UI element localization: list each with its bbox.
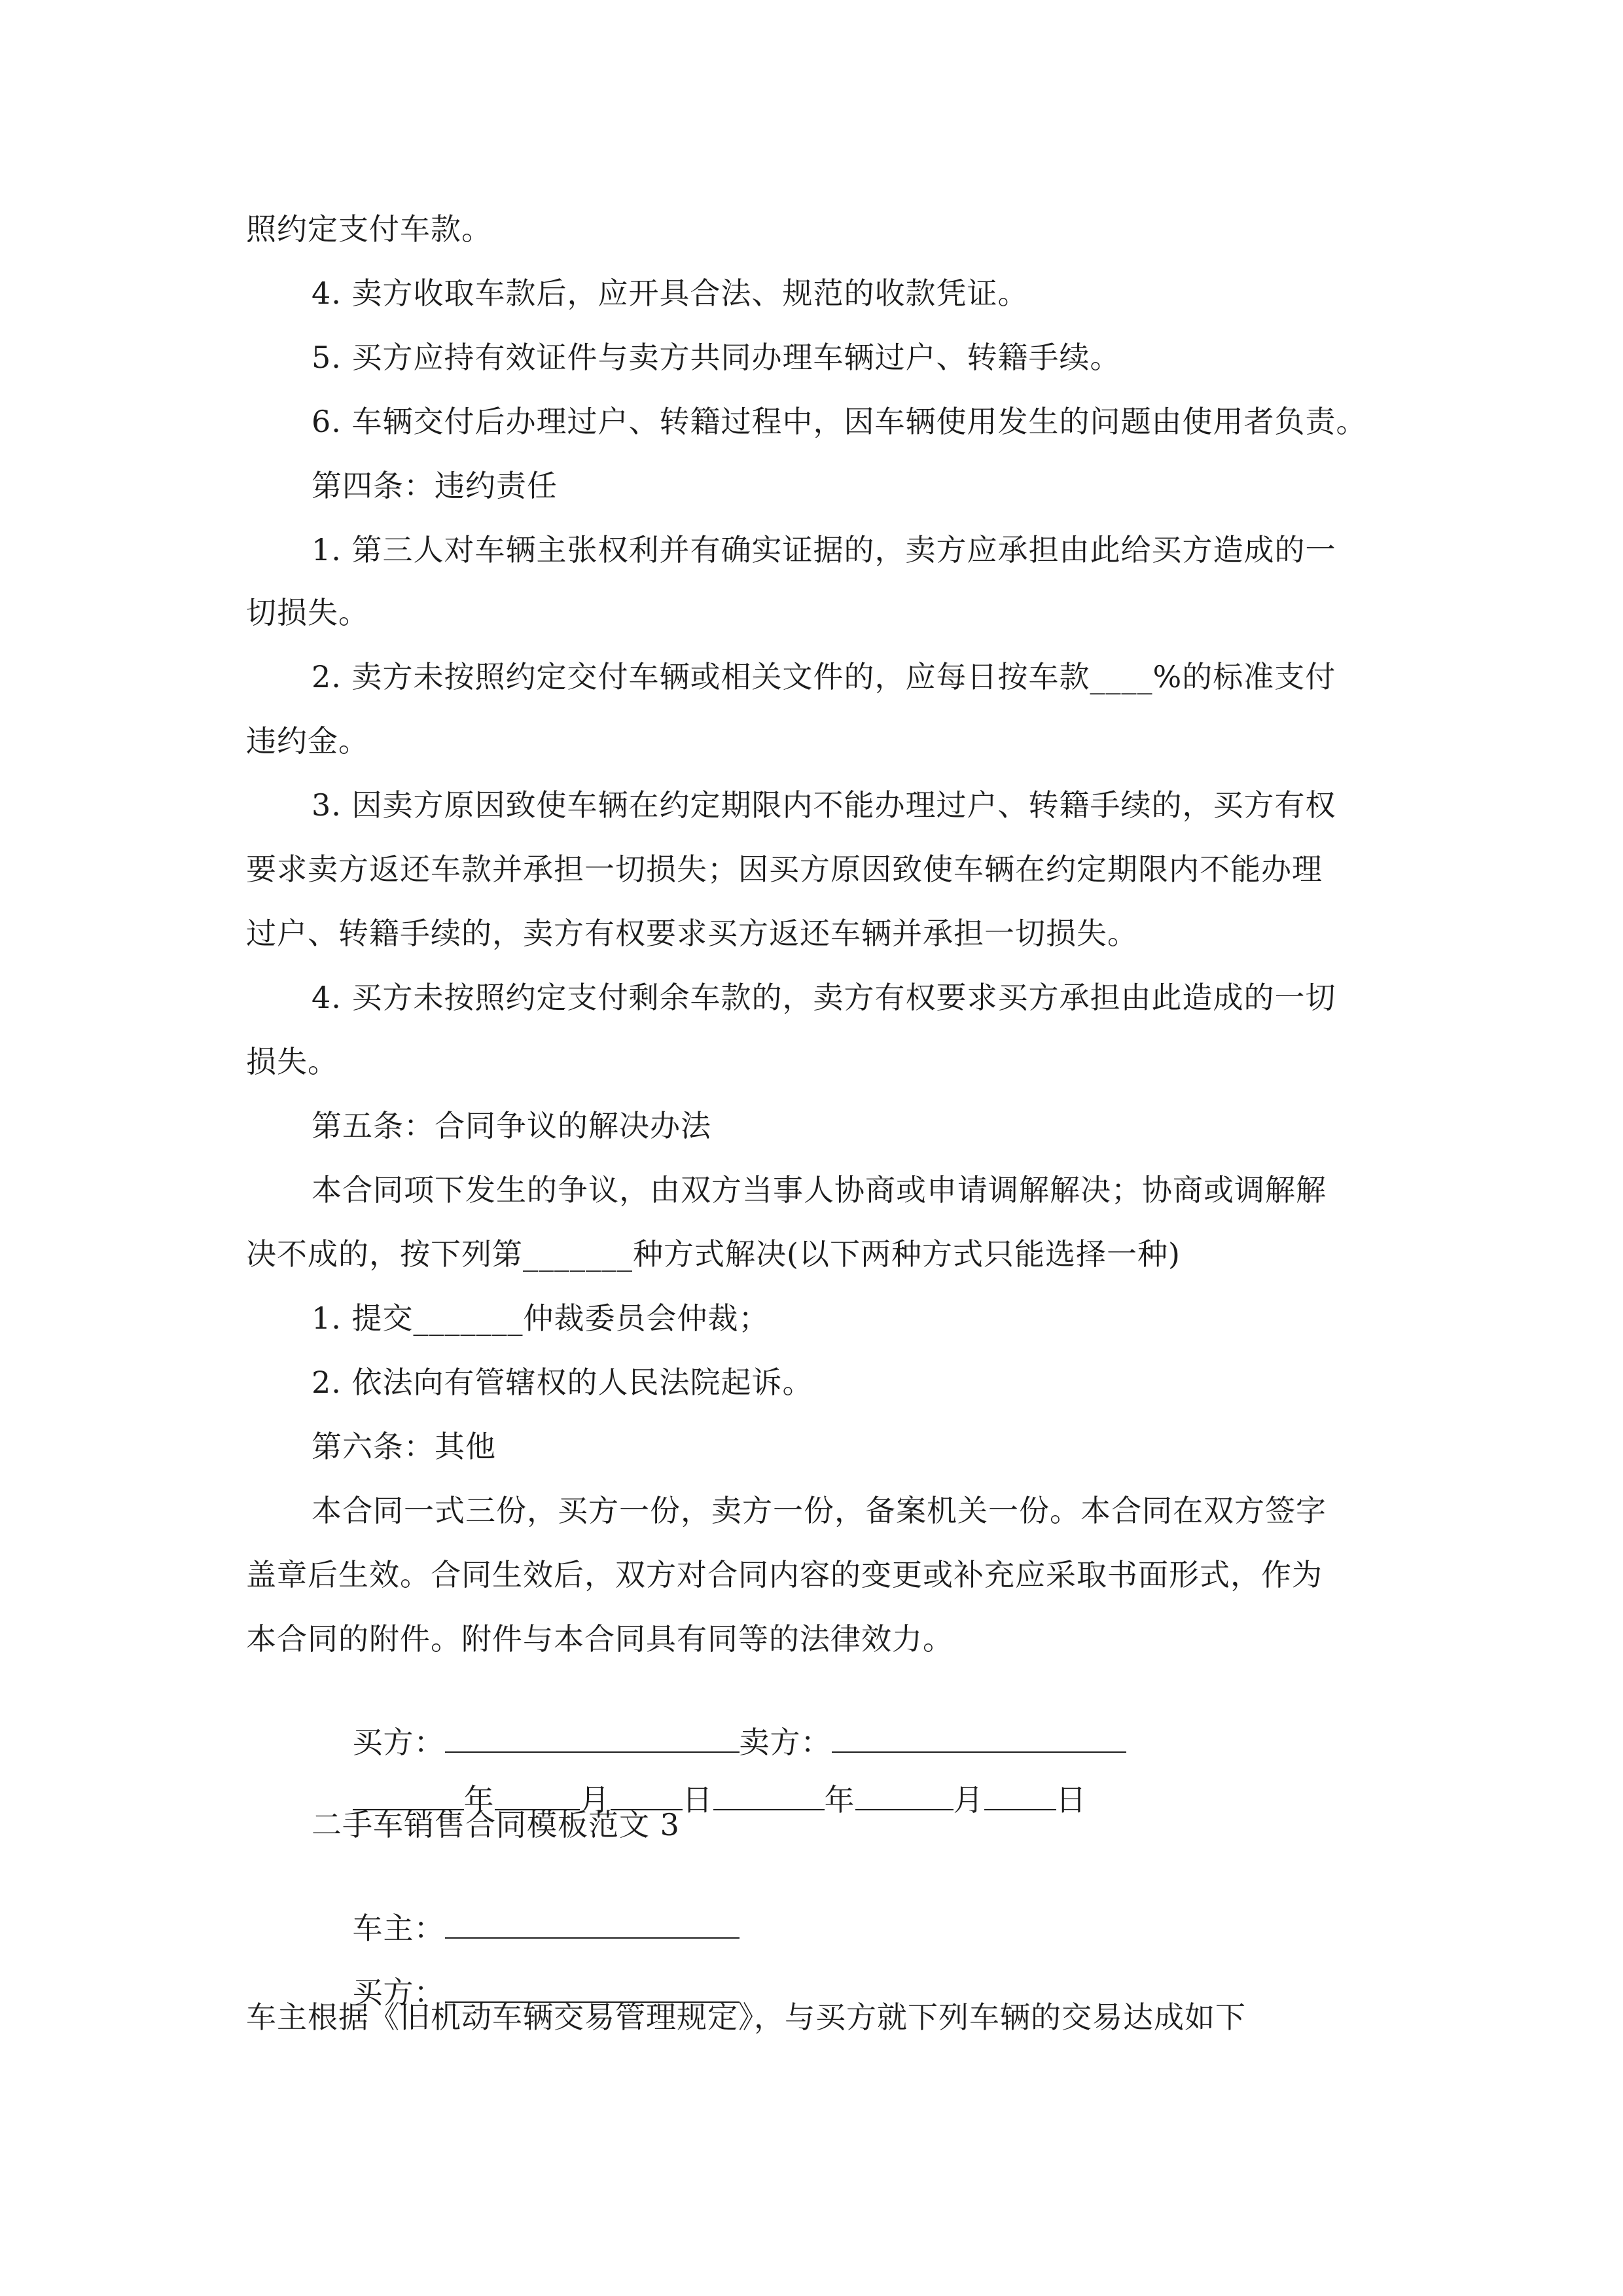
text-line: 切损失。 — [246, 595, 369, 630]
text-line: 1. 第三人对车辆主张权利并有确实证据的，卖方应承担由此给买方造成的一 — [312, 532, 1336, 567]
buyer-label: 买方： — [352, 1725, 445, 1760]
section-heading: 第六条：其他 — [312, 1429, 496, 1464]
text-line: 3. 因卖方原因致使车辆在约定期限内不能办理过户、转籍手续的，买方有权 — [312, 787, 1336, 823]
year-label: 年 — [463, 1782, 495, 1818]
text-line: 过户、转籍手续的，卖方有权要求买方返还车辆并承担一切损失。 — [246, 916, 1138, 951]
owner-row — [312, 1869, 740, 1946]
day-label: 日 — [1056, 1782, 1087, 1818]
text-line: 4. 买方未按照约定支付剩余车款的，卖方有权要求买方承担由此造成的一切 — [312, 980, 1336, 1015]
text-line: 损失。 — [246, 1044, 338, 1079]
text-line: 2. 依法向有管辖权的人民法院起诉。 — [312, 1365, 813, 1400]
owner-label: 车主： — [352, 1910, 445, 1946]
intro-line: 车主根据《旧机动车辆交易管理规定》，与买方就下列车辆的交易达成如下 — [246, 2000, 1246, 2035]
seller-year-blank[interactable] — [713, 1780, 825, 1810]
seller-day-blank[interactable] — [984, 1780, 1056, 1810]
year-label: 年 — [824, 1782, 855, 1818]
text-line: 本合同项下发生的争议，由双方当事人协商或申请调解解决；协商或调解解 — [312, 1172, 1327, 1208]
text-line: 6. 车辆交付后办理过户、转籍过程中，因车辆使用发生的问题由使用者负责。 — [312, 404, 1367, 439]
text-line: 4. 卖方收取车款后，应开具合法、规范的收款凭证。 — [312, 276, 1029, 311]
buyer-row — [312, 1933, 740, 2010]
month-label: 月 — [579, 1782, 611, 1818]
text-line: 违约金。 — [246, 723, 369, 759]
seller-month-blank[interactable] — [855, 1780, 954, 1810]
text-line: 决不成的，按下列第_______种方式解决(以下两种方式只能选择一种) — [246, 1236, 1181, 1272]
text-line: 要求卖方返还车款并承担一切损失；因买方原因致使车辆在约定期限内不能办理 — [246, 852, 1323, 887]
section-heading: 第五条：合同争议的解决办法 — [312, 1108, 711, 1143]
month-label: 月 — [953, 1782, 984, 1818]
day-label: 日 — [682, 1782, 713, 1818]
date-row — [312, 1741, 1087, 1818]
text-line: 5. 买方应持有效证件与卖方共同办理车辆过户、转籍手续。 — [312, 340, 1121, 375]
text-line: 1. 提交_______仲裁委员会仲裁； — [312, 1300, 770, 1336]
text-line: 本合同一式三份，买方一份，卖方一份，备案机关一份。本合同在双方签字 — [312, 1493, 1327, 1528]
text-line: 本合同的附件。附件与本合同具有同等的法律效力。 — [246, 1621, 954, 1657]
text-line: 2. 卖方未按照约定交付车辆或相关文件的，应每日按车款____%的标准支付 — [312, 659, 1336, 694]
buyer-label: 买方： — [352, 1975, 445, 2010]
signature-row — [312, 1683, 1126, 1760]
text-line: 盖章后生效。合同生效后，双方对合同内容的变更或补充应采取书面形式，作为 — [246, 1557, 1323, 1592]
section-heading: 第四条：违约责任 — [312, 468, 558, 503]
seller-label: 卖方： — [739, 1725, 832, 1760]
contract-title: 二手车销售合同模板范文 3 — [312, 1807, 680, 1842]
text-line: 照约定支付车款。 — [246, 211, 492, 247]
